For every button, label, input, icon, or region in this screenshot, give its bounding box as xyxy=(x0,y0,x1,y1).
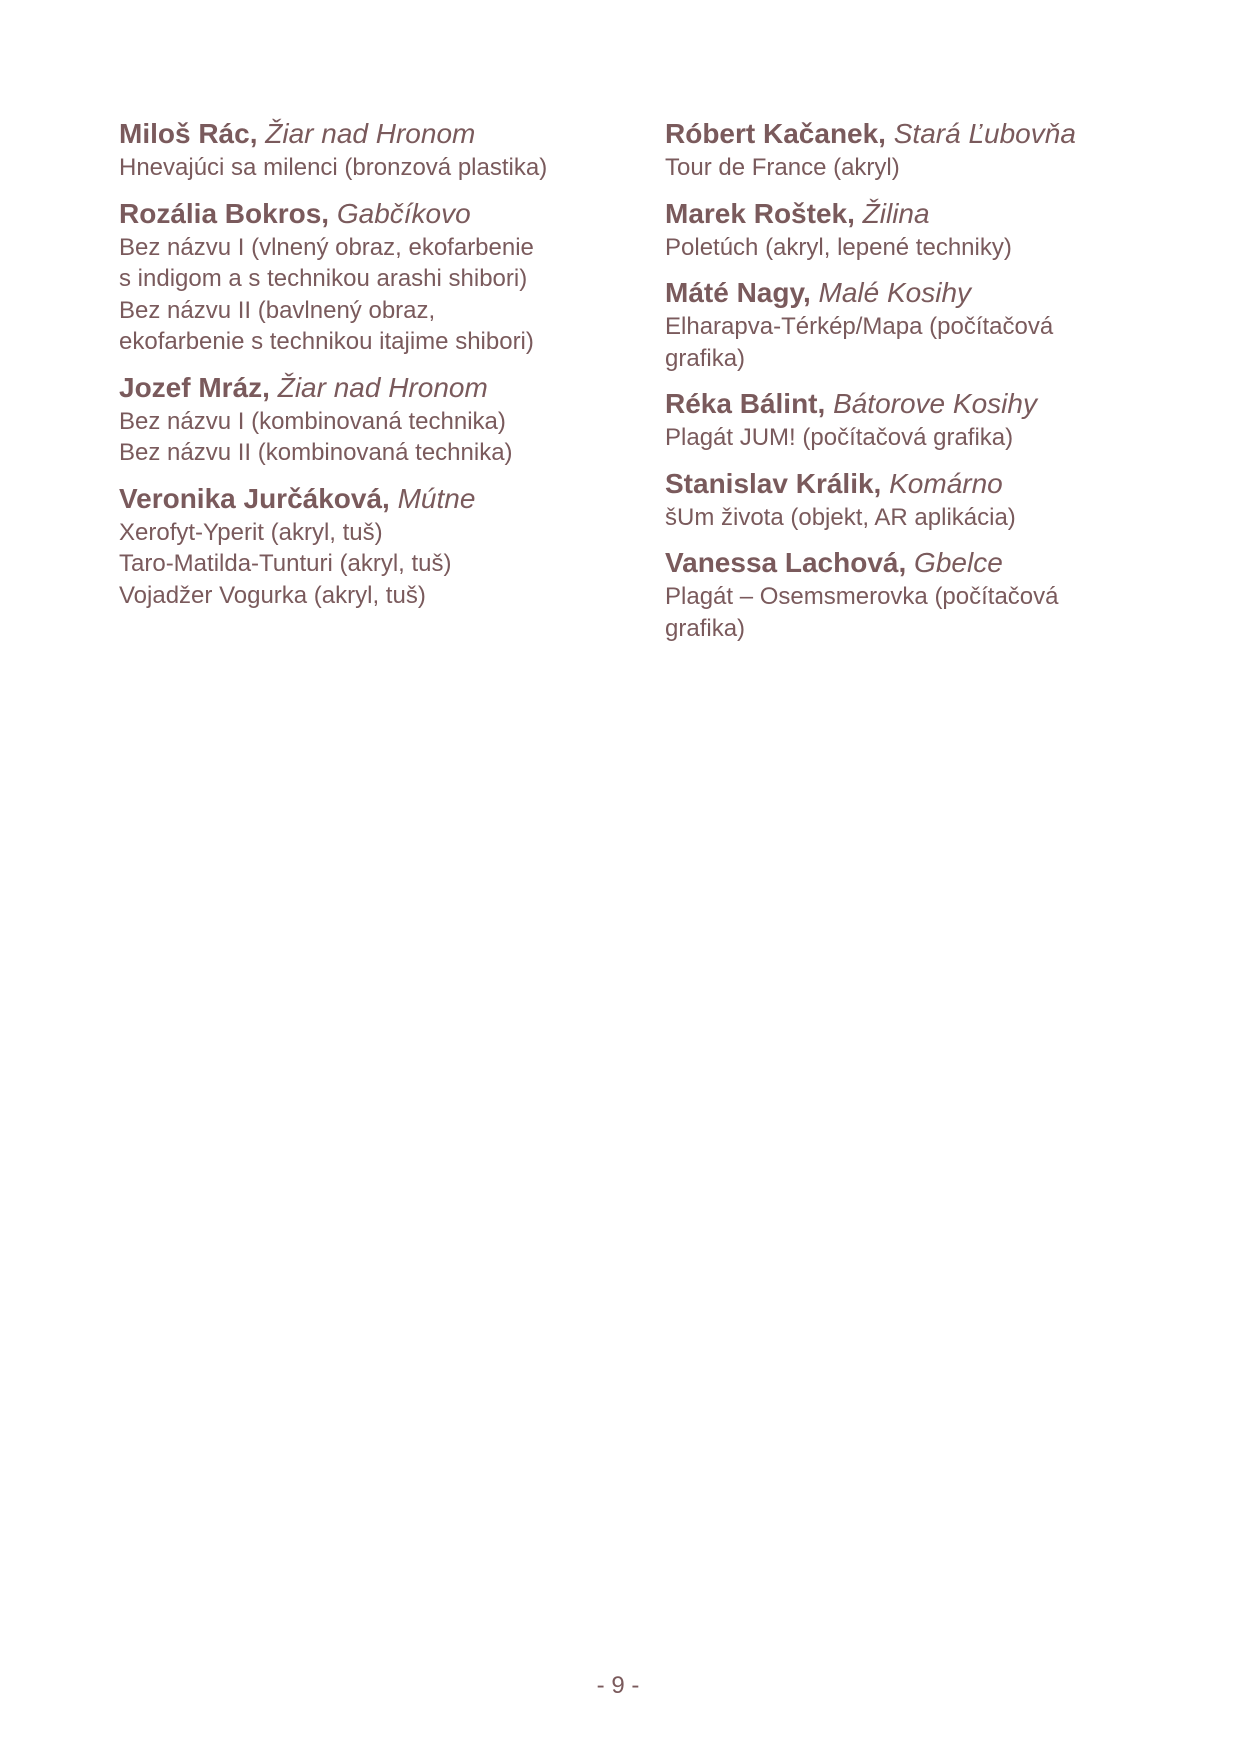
artist-entry xyxy=(119,481,579,612)
artist-entry xyxy=(119,116,579,184)
work-line: Vojadžer Vogurka (akryl, tuš) xyxy=(119,581,426,609)
artist-name: Réka Bálint, xyxy=(665,388,826,419)
works-list xyxy=(119,517,579,612)
works-list xyxy=(119,152,579,184)
works-list xyxy=(119,232,579,358)
artist-town: Stará Ľubovňa xyxy=(893,118,1076,149)
artist-entry xyxy=(665,386,1125,454)
works-list xyxy=(665,311,1125,374)
work-line: grafika) xyxy=(665,614,746,642)
works-list xyxy=(665,152,1125,184)
artist-town: Žiar nad Hronom xyxy=(277,371,488,403)
work-line: Taro-Matilda-Tunturi (akryl, tuš) xyxy=(119,550,452,577)
artist-name: Miloš Rác, xyxy=(119,118,258,149)
artist-entry xyxy=(665,545,1125,644)
artist-town: Mútne xyxy=(397,482,476,514)
artist-entry xyxy=(665,116,1125,184)
artist-heading xyxy=(119,116,579,152)
work-line: Poletúch (akryl, lepené techniky) xyxy=(665,233,1012,261)
work-line: Elharapva-Térkép/Mapa (počítačová xyxy=(665,313,1054,340)
work-line: Plagát – Osemsmerovka (počítačová xyxy=(665,583,1059,610)
work-line: Hnevajúci sa milenci (bronzová plastika) xyxy=(119,154,548,181)
artist-entry xyxy=(665,275,1125,374)
artist-name: Marek Roštek, xyxy=(665,197,855,229)
works-list xyxy=(665,422,1125,454)
left-column xyxy=(119,116,579,623)
artist-town: Žiar nad Hronom xyxy=(265,118,476,149)
work-line: Bez názvu II (kombinovaná technika) xyxy=(119,439,513,466)
work-line: Bez názvu I (kombinovaná technika) xyxy=(119,407,506,435)
artist-name: Máté Nagy, xyxy=(665,277,811,308)
work-line: Bez názvu I (vlnený obraz, ekofarbenie xyxy=(119,233,534,261)
artist-heading xyxy=(665,386,1125,422)
artist-name: Veronika Jurčáková, xyxy=(119,482,390,514)
artist-entry xyxy=(119,196,579,358)
artist-town: Gbelce xyxy=(914,547,1003,578)
artist-name: Vanessa Lachová, xyxy=(665,547,907,578)
artist-entry xyxy=(665,196,1125,264)
artist-town: Gabčíkovo xyxy=(336,197,471,229)
artist-heading xyxy=(119,481,579,517)
page-number: - 9 - xyxy=(596,1672,640,1699)
work-line: Plagát JUM! (počítačová grafika) xyxy=(665,424,1014,451)
work-line: grafika) xyxy=(665,344,746,372)
work-line: Tour de France (akryl) xyxy=(665,154,900,181)
work-line: šUm života (objekt, AR aplikácia) xyxy=(665,503,1016,531)
artist-heading xyxy=(665,545,1125,581)
artist-heading xyxy=(119,370,579,406)
artist-heading xyxy=(665,275,1125,311)
artist-heading xyxy=(665,116,1125,152)
works-list xyxy=(665,232,1125,264)
artist-name: Róbert Kačanek, xyxy=(665,118,886,149)
artist-heading xyxy=(665,196,1125,232)
artist-town: Malé Kosihy xyxy=(818,277,972,308)
artist-town: Žilina xyxy=(862,197,930,229)
right-column xyxy=(665,116,1125,656)
work-line: s indigom a s technikou arashi shibori) xyxy=(119,265,528,292)
artist-name: Stanislav Králik, xyxy=(665,467,882,499)
works-list xyxy=(119,406,579,469)
works-list xyxy=(665,581,1125,644)
artist-entry xyxy=(119,370,579,469)
work-line: Xerofyt-Yperit (akryl, tuš) xyxy=(119,518,383,546)
artist-heading xyxy=(119,196,579,232)
artist-name: Rozália Bokros, xyxy=(119,197,330,229)
works-list xyxy=(665,502,1125,534)
artist-town: Komárno xyxy=(889,467,1003,499)
artist-heading xyxy=(665,466,1125,502)
artist-name: Jozef Mráz, xyxy=(119,371,270,403)
artist-entry xyxy=(665,466,1125,534)
work-line: ekofarbenie s technikou itajime shibori) xyxy=(119,328,534,355)
artist-town: Bátorove Kosihy xyxy=(833,388,1037,419)
work-line: Bez názvu II (bavlnený obraz, xyxy=(119,296,436,324)
